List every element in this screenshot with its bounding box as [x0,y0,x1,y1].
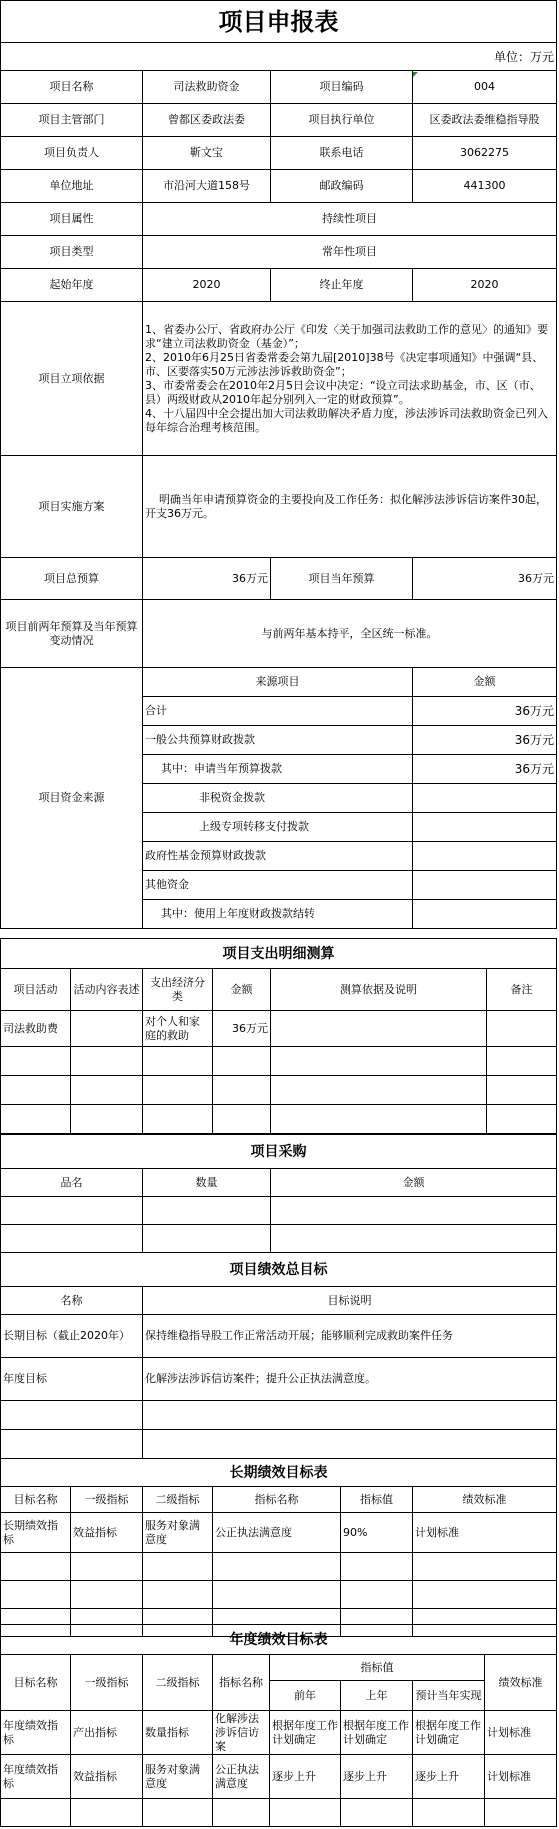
purchase-table [0,1134,557,1253]
expense-cell [487,1076,557,1105]
perf-total-header: 名称 [1,1287,143,1315]
project-name-value: 司法救助资金 [143,71,271,104]
long-perf-cell [341,1581,413,1609]
funding-row-name: 一般公共预算财政拨款 [143,726,413,755]
annual-perf-cell [1,1799,71,1827]
annual-header-expect: 预计当年实现 [413,1681,485,1711]
long-perf-header: 指标名称 [213,1487,341,1513]
purchase-cell [271,1197,557,1225]
table-row [1,1105,557,1134]
table-row [1,1799,557,1827]
funding-row-amount [413,871,557,900]
expense-cell [213,1105,271,1134]
plan-label: 项目实施方案 [1,456,143,558]
long-perf-cell [213,1581,341,1609]
annual-perf-cell [143,1799,213,1827]
annual-header-indicator: 指标名称 [213,1655,270,1711]
perf-total-cell: 年度目标 [1,1358,143,1401]
unit-label: 单位：万元 [1,43,557,71]
expense-cell: 司法救助费 [1,1011,71,1047]
table-row [1,1513,557,1553]
long-perf-cell [413,1581,557,1609]
long-perf-header: 一级指标 [71,1487,143,1513]
annual-perf-cell: 数量指标 [143,1711,213,1755]
long-perf-cell [71,1581,143,1609]
expense-header: 项目活动 [1,969,71,1011]
address-label: 单位地址 [1,170,143,203]
dept-label: 项目主管部门 [1,104,143,137]
expense-cell [1,1105,71,1134]
annual-header-value: 指标值 [270,1655,485,1681]
annual-header-l1: 一级指标 [71,1655,143,1711]
purchase-cell [1,1197,143,1225]
long-term-performance-table [0,1458,557,1637]
annual-header-goal: 目标名称 [1,1655,71,1711]
total-budget-label: 项目总预算 [1,558,143,600]
annual-perf-cell [270,1799,341,1827]
table-row [1,1358,557,1401]
annual-perf-cell: 根据年度工作计划确定 [341,1711,413,1755]
expense-cell [143,1047,213,1076]
zip-value: 441300 [413,170,557,203]
funding-row-name: 上级专项转移支付拨款 [143,813,413,842]
expense-cell [271,1076,487,1105]
start-year-label: 起始年度 [1,269,143,302]
expense-header: 备注 [487,969,557,1011]
annual-perf-cell: 逐步上升 [270,1755,341,1799]
perf-total-cell [143,1430,557,1459]
start-year-value: 2020 [143,269,271,302]
funding-row-amount [413,784,557,813]
expense-header: 金额 [213,969,271,1011]
long-perf-cell [143,1581,213,1609]
basis-value: 1、省委办公厅、省政府办公厅《印发〈关于加强司法救助工作的意见〉的通知》要求“建立司法救助资金（基金）”； 2、2010年6月25日省委常委会第九届[2010]38号《决定事项通知》中强调“县、市、区要落实50万元涉法涉诉救助资金”； 3、市委常委会在2010年2月5日会议中决定：“设立司法求助基金，市、区（市、县）两级财政从2010年起分别列入一定的财政预算”。 4、十八届四中全会提出加大司法救助解决矛盾力度，涉法涉诉司法救助资金已列入每年综合治理考核范围。 [143,302,557,456]
end-year-value: 2020 [413,269,557,302]
annual-header-standard: 绩效标准 [485,1655,557,1711]
expense-cell [213,1047,271,1076]
expense-cell [71,1047,143,1076]
address-value: 市沿河大道158号 [143,170,271,203]
table-row [1,1197,557,1225]
annual-perf-cell [71,1799,143,1827]
table-row [1,1315,557,1358]
expense-header: 测算依据及说明 [271,969,487,1011]
expense-cell: 对个人和家庭的救助 [143,1011,213,1047]
type-label: 项目类型 [1,236,143,269]
perf-total-cell [1,1401,143,1430]
expense-cell [487,1047,557,1076]
phone-value: 3062275 [413,137,557,170]
long-perf-cell: 90% [341,1513,413,1553]
exec-unit-value: 区委政法委维稳指导股 [413,104,557,137]
long-perf-section-title: 长期绩效目标表 [1,1459,557,1487]
long-perf-header: 绩效标准 [413,1487,557,1513]
purchase-header: 品名 [1,1169,143,1197]
project-name-label: 项目名称 [1,71,143,104]
long-perf-cell: 服务对象满意度 [143,1513,213,1553]
perf-total-cell [1,1430,143,1459]
table-row [1,1076,557,1105]
annual-perf-cell: 逐步上升 [341,1755,413,1799]
expense-cell: 36万元 [213,1011,271,1047]
expense-cell [143,1076,213,1105]
funding-row-amount [413,813,557,842]
long-perf-header: 目标名称 [1,1487,71,1513]
page-title: 项目申报表 [1,1,557,43]
funding-row-amount [413,842,557,871]
funding-row-amount [413,900,557,929]
annual-perf-cell: 根据年度工作计划确定 [270,1711,341,1755]
table-row [1,1755,557,1799]
perf-total-cell [143,1401,557,1430]
person-label: 项目负责人 [1,137,143,170]
annual-perf-cell: 计划标准 [485,1755,557,1799]
long-perf-cell: 效益指标 [71,1513,143,1553]
purchase-section-title: 项目采购 [1,1135,557,1169]
long-perf-cell [143,1553,213,1581]
table-row [1,1401,557,1430]
expense-section-title: 项目支出明细测算 [1,939,557,969]
funding-row-amount: 36万元 [413,726,557,755]
project-code-label: 项目编码 [271,71,413,104]
year-budget-label: 项目当年预算 [271,558,413,600]
plan-value: 明确当年申请预算资金的主要投向及工作任务：拟化解涉法涉诉信访案件30起，开支36万元。 [143,456,557,558]
annual-perf-cell [413,1799,485,1827]
exec-unit-label: 项目执行单位 [271,104,413,137]
long-perf-cell [1,1553,71,1581]
purchase-header: 金额 [271,1169,557,1197]
budget-change-value: 与前两年基本持平，全区统一标准。 [143,600,557,668]
long-perf-cell [341,1553,413,1581]
attribute-value: 持续性项目 [143,203,557,236]
expense-cell [271,1105,487,1134]
table-row [1,1581,557,1609]
purchase-cell [271,1225,557,1253]
long-perf-cell [413,1553,557,1581]
basis-label: 项目立项依据 [1,302,143,456]
annual-perf-cell: 效益指标 [71,1755,143,1799]
expense-cell [487,1011,557,1047]
perf-total-cell: 长期目标（截止2020年） [1,1315,143,1358]
funding-row-name: 非税资金拨款 [143,784,413,813]
expense-detail-table [0,938,557,1134]
performance-total-table [0,1252,557,1459]
purchase-cell [143,1225,271,1253]
expense-header: 支出经济分类 [143,969,213,1011]
purchase-header: 数量 [143,1169,271,1197]
funding-source-label: 项目资金来源 [1,668,143,929]
table-row [1,1225,557,1253]
funding-row-amount: 36万元 [413,697,557,726]
perf-total-cell: 保持维稳指导股工作正常活动开展；能够顺利完成救助案件任务 [143,1315,557,1358]
annual-perf-cell: 逐步上升 [413,1755,485,1799]
expense-cell [71,1105,143,1134]
expense-header: 活动内容表述 [71,969,143,1011]
annual-perf-cell: 年度绩效指标 [1,1755,71,1799]
annual-perf-cell: 服务对象满意度 [143,1755,213,1799]
table-row [1,1011,557,1047]
cell-comment-marker [413,72,418,77]
expense-cell [1,1047,71,1076]
annual-perf-cell: 化解涉法涉诉信访案 [213,1711,270,1755]
expense-cell [271,1047,487,1076]
annual-perf-cell [341,1799,413,1827]
end-year-label: 终止年度 [271,269,413,302]
long-perf-header: 二级指标 [143,1487,213,1513]
expense-cell [71,1076,143,1105]
perf-total-section-title: 项目绩效总目标 [1,1253,557,1287]
long-perf-cell: 公正执法满意度 [213,1513,341,1553]
annual-header-prev: 前年 [270,1681,341,1711]
zip-label: 邮政编码 [271,170,413,203]
long-perf-cell [1,1581,71,1609]
annual-header-l2: 二级指标 [143,1655,213,1711]
expense-cell [143,1105,213,1134]
long-perf-cell: 计划标准 [413,1513,557,1553]
attribute-label: 项目属性 [1,203,143,236]
funding-row-name: 其中：使用上年度财政拨款结转 [143,900,413,929]
purchase-cell [143,1197,271,1225]
project-code-value: 004 [413,71,557,104]
annual-perf-cell: 年度绩效指标 [1,1711,71,1755]
purchase-cell [1,1225,143,1253]
annual-performance-table [0,1624,557,1827]
perf-total-cell: 化解涉法涉诉信访案件；提升公正执法满意度。 [143,1358,557,1401]
table-row [1,1711,557,1755]
budget-change-label: 项目前两年预算及当年预算变动情况 [1,600,143,668]
person-value: 靳文宝 [143,137,271,170]
annual-perf-cell: 产出指标 [71,1711,143,1755]
table-row [1,1430,557,1459]
funding-row-name: 合计 [143,697,413,726]
long-perf-cell [213,1553,341,1581]
funding-row-name: 其他资金 [143,871,413,900]
expense-cell [71,1011,143,1047]
expense-cell [213,1076,271,1105]
dept-value: 曾都区委政法委 [143,104,271,137]
funding-head-amount: 金额 [413,668,557,697]
annual-perf-cell: 计划标准 [485,1711,557,1755]
total-budget-value: 36万元 [143,558,271,600]
type-value: 常年性项目 [143,236,557,269]
annual-header-last: 上年 [341,1681,413,1711]
expense-cell [271,1011,487,1047]
table-row [1,1047,557,1076]
funding-row-name: 政府性基金预算财政拨款 [143,842,413,871]
annual-perf-cell [213,1799,270,1827]
long-perf-header: 指标值 [341,1487,413,1513]
year-budget-value: 36万元 [413,558,557,600]
annual-perf-section-title: 年度绩效目标表 [1,1625,557,1655]
long-perf-cell: 长期绩效指标 [1,1513,71,1553]
annual-perf-cell: 公正执法满意度 [213,1755,270,1799]
perf-total-header: 目标说明 [143,1287,557,1315]
expense-cell [487,1105,557,1134]
expense-cell [1,1076,71,1105]
annual-perf-cell [485,1799,557,1827]
funding-row-name: 其中：申请当年预算拨款 [143,755,413,784]
funding-row-amount: 36万元 [413,755,557,784]
funding-head-source: 来源项目 [143,668,413,697]
table-row [1,1553,557,1581]
long-perf-cell [71,1553,143,1581]
phone-label: 联系电话 [271,137,413,170]
annual-perf-cell: 根据年度工作计划确定 [413,1711,485,1755]
